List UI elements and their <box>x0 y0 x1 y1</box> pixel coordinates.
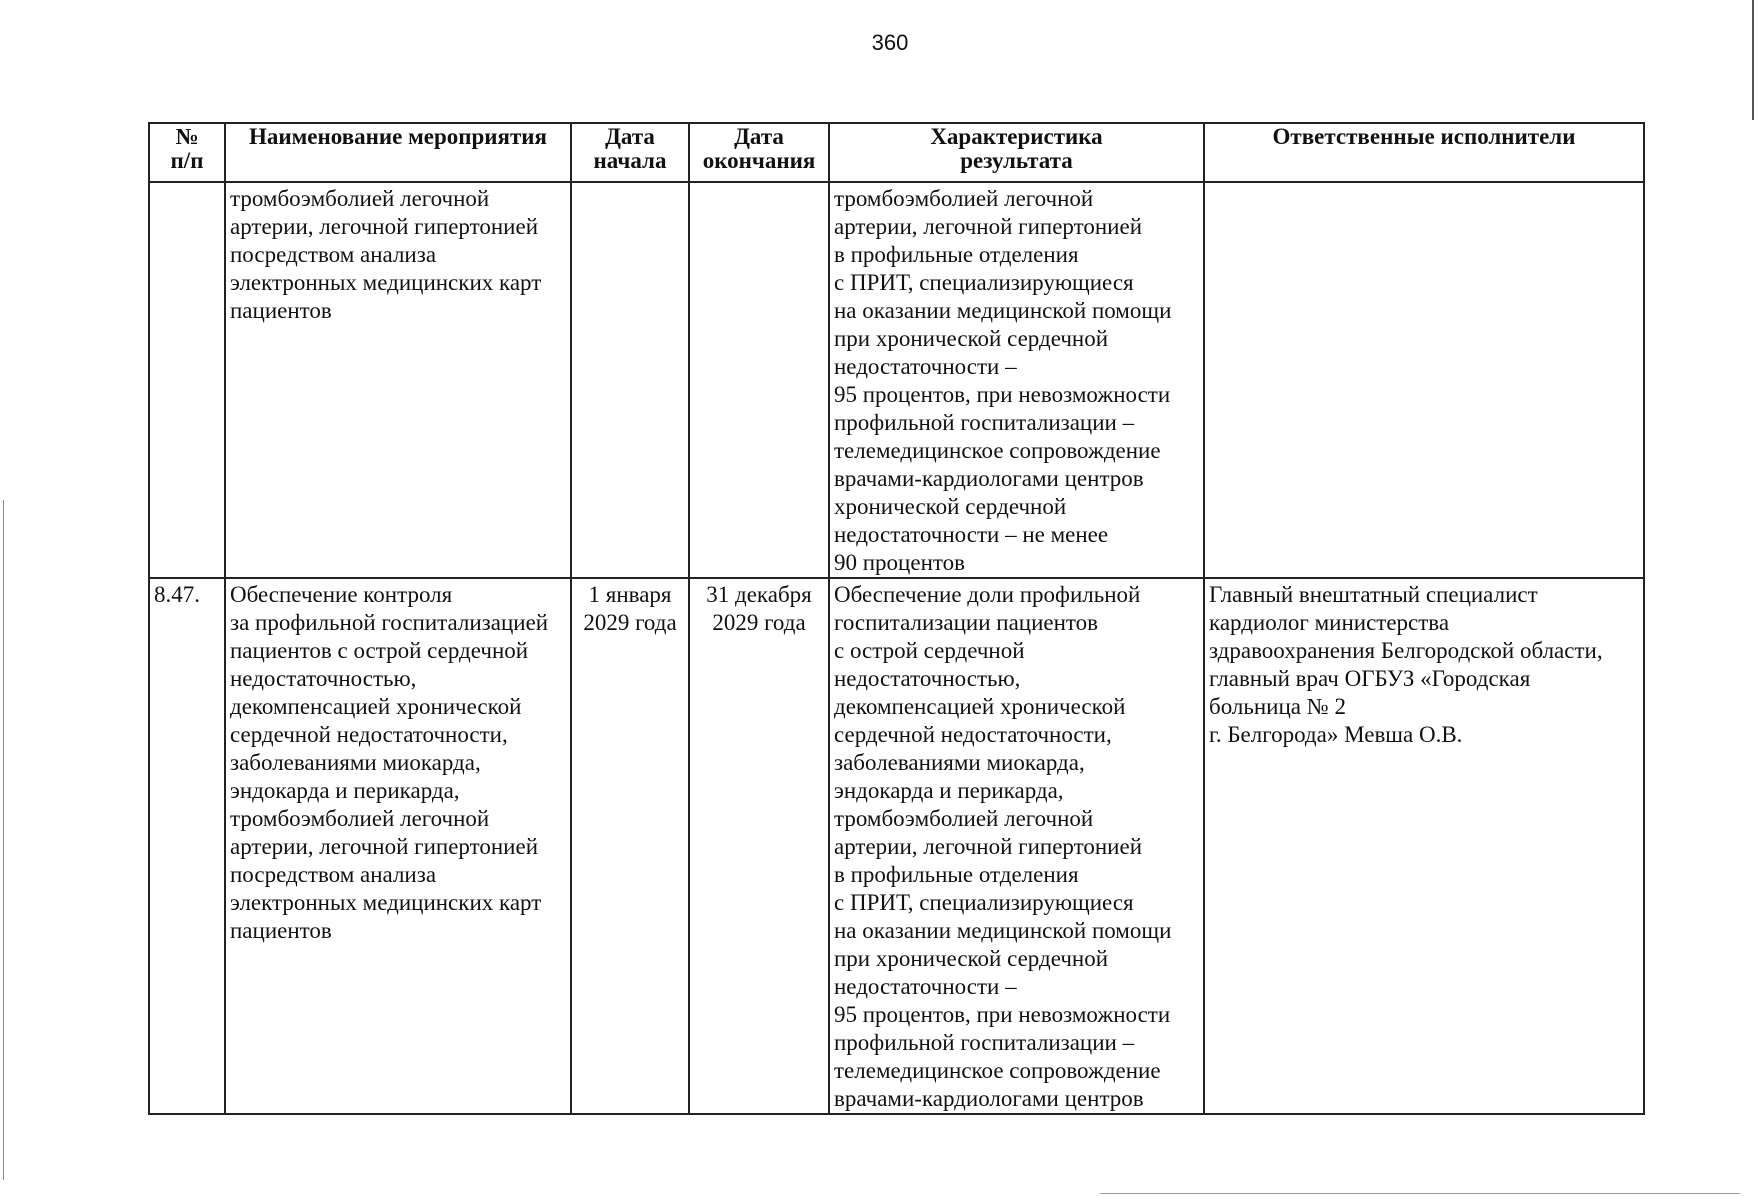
scan-edge-left <box>3 500 4 1180</box>
cell-responsible <box>1204 182 1644 578</box>
header-responsible: Ответственные исполнители <box>1204 123 1644 182</box>
table-row <box>149 182 1644 578</box>
cell-end-date: 31 декабря 2029 года <box>689 578 829 1114</box>
scan-edge-right <box>1752 0 1754 120</box>
activities-table <box>148 122 1645 1115</box>
table-header-row <box>149 123 1644 182</box>
cell-start-date: 1 января 2029 года <box>571 578 689 1114</box>
table-row <box>149 578 1644 1114</box>
cell-responsible: Главный внештатный специалист кардиолог министерства здравоохранения Белгородской области, главный врач ОГБУЗ «Городская больница № 2 г. Белгорода» Мевша О.В. <box>1204 578 1644 1114</box>
cell-num: 8.47. <box>149 578 225 1114</box>
cell-name: Обеспечение контроля за профильной госпитализацией пациентов с острой сердечной недостаточностью, декомпенсацией хронической сердечной недостаточности, заболеваниями миокарда, эндокарда и перикарда, тромбоэмболией легочной артерии, легочной гипертонией посредством анализа электронных медицинских карт пациентов <box>225 578 571 1114</box>
cell-start-date <box>571 182 689 578</box>
header-num: № п/п <box>149 123 225 182</box>
page-number: 360 <box>871 30 909 55</box>
header-start-date: Дата начала <box>571 123 689 182</box>
cell-result: тромбоэмболией легочной артерии, легочной гипертонией в профильные отделения с ПРИТ, специализирующиеся на оказании медицинской помощи при хронической сердечной недостаточности – 95 процентов, при невозможности профильной госпитализации – телемедицинское сопровождение врачами-кардиологами центров хронической сердечной недостаточности – не менее 90 процентов <box>829 182 1204 578</box>
header-end-date: Дата окончания <box>689 123 829 182</box>
header-name: Наименование мероприятия <box>225 123 571 182</box>
header-result: Характеристика результата <box>829 123 1204 182</box>
cell-result: Обеспечение доли профильной госпитализации пациентов с острой сердечной недостаточностью, декомпенсацией хронической сердечной недостаточности, заболеваниями миокарда, эндокарда и перикарда, тромбоэмболией легочной артерии, легочной гипертонией в профильные отделения с ПРИТ, специализирующиеся на оказании медицинской помощи при хронической сердечной недостаточности – 95 процентов, при невозможности профильной госпитализации – телемедицинское сопровождение врачами-кардиологами центров <box>829 578 1204 1114</box>
cell-num <box>149 182 225 578</box>
cell-end-date <box>689 182 829 578</box>
scan-artifact-line <box>1100 1193 1740 1194</box>
cell-name: тромбоэмболией легочной артерии, легочной гипертонией посредством анализа электронных медицинских карт пациентов <box>225 182 571 578</box>
